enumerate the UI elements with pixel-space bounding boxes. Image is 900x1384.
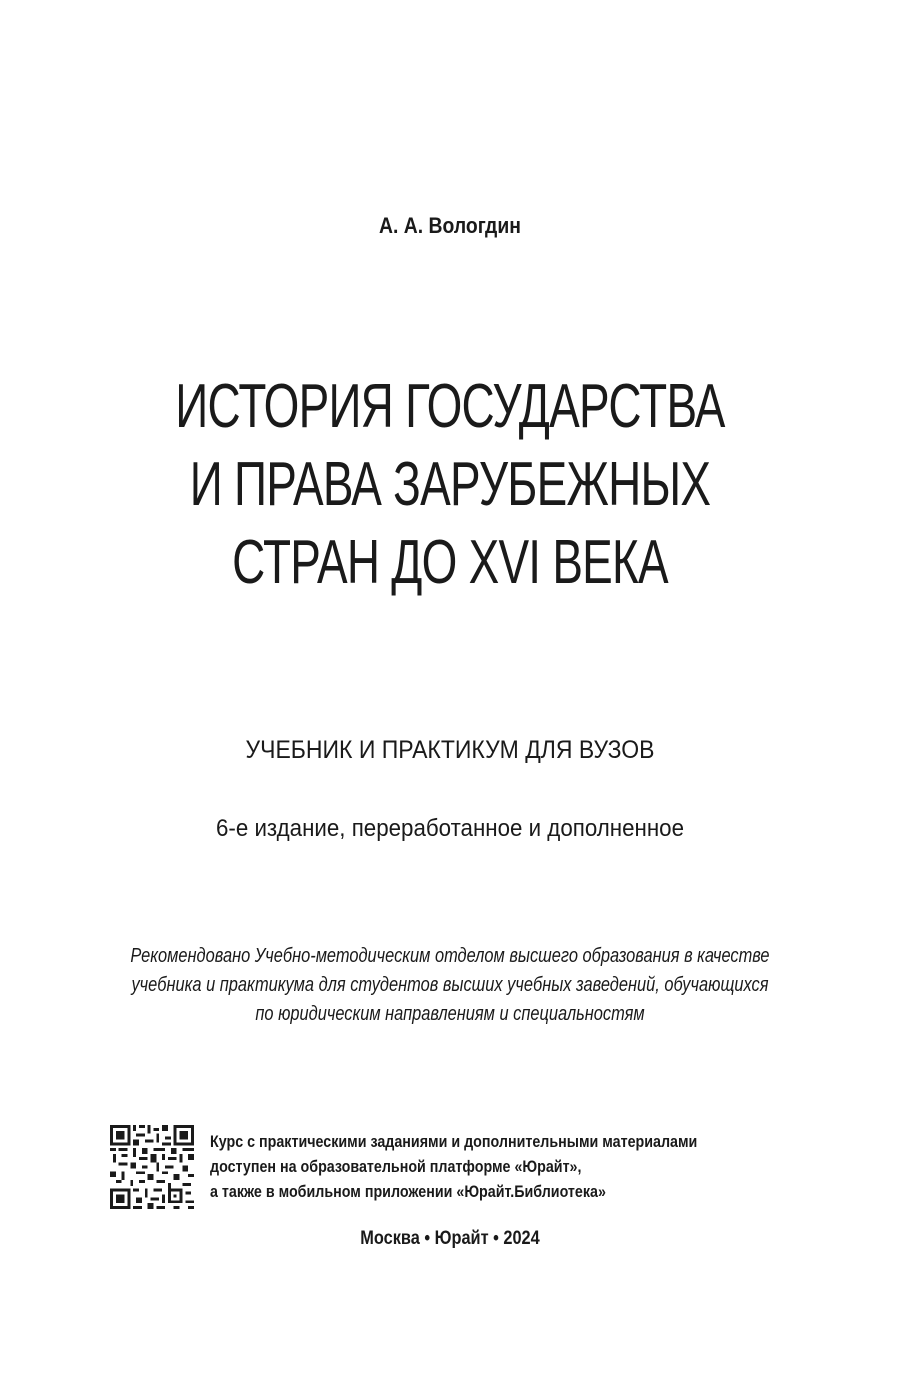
recommendation-note	[0, 942, 900, 1029]
book-title	[0, 368, 900, 602]
course-info-line: Курс с практическими заданиями и дополнительными материалами	[210, 1132, 698, 1151]
course-info-line: доступен на образовательной платформе «Юрайт»,	[210, 1157, 582, 1176]
title-line: СТРАН ДО XVI ВЕКА	[232, 528, 668, 597]
recommendation-line: учебника и практикума для студентов высших учебных заведений, обучающихся	[131, 974, 769, 996]
qr-code-icon[interactable]	[110, 1125, 194, 1209]
course-info	[210, 1129, 810, 1204]
edition-note: 6-е издание, переработанное и дополненное	[215, 815, 684, 842]
recommendation-line: Рекомендовано Учебно-методическим отделом высшего образования в качестве	[130, 945, 770, 967]
course-info-line: а также в мобильном приложении «Юрайт.Библиотека»	[210, 1182, 606, 1201]
publisher-imprint: Москва • Юрайт • 2024	[360, 1228, 540, 1249]
book-subtitle: УЧЕБНИК И ПРАКТИКУМ ДЛЯ ВУЗОВ	[245, 736, 655, 764]
recommendation-line: по юридическим направлениям и специальностям	[255, 1003, 645, 1025]
author-name: А. А. Вологдин	[379, 213, 521, 238]
title-line: И ПРАВА ЗАРУБЕЖНЫХ	[189, 450, 711, 519]
title-line: ИСТОРИЯ ГОСУДАРСТВА	[175, 372, 725, 441]
